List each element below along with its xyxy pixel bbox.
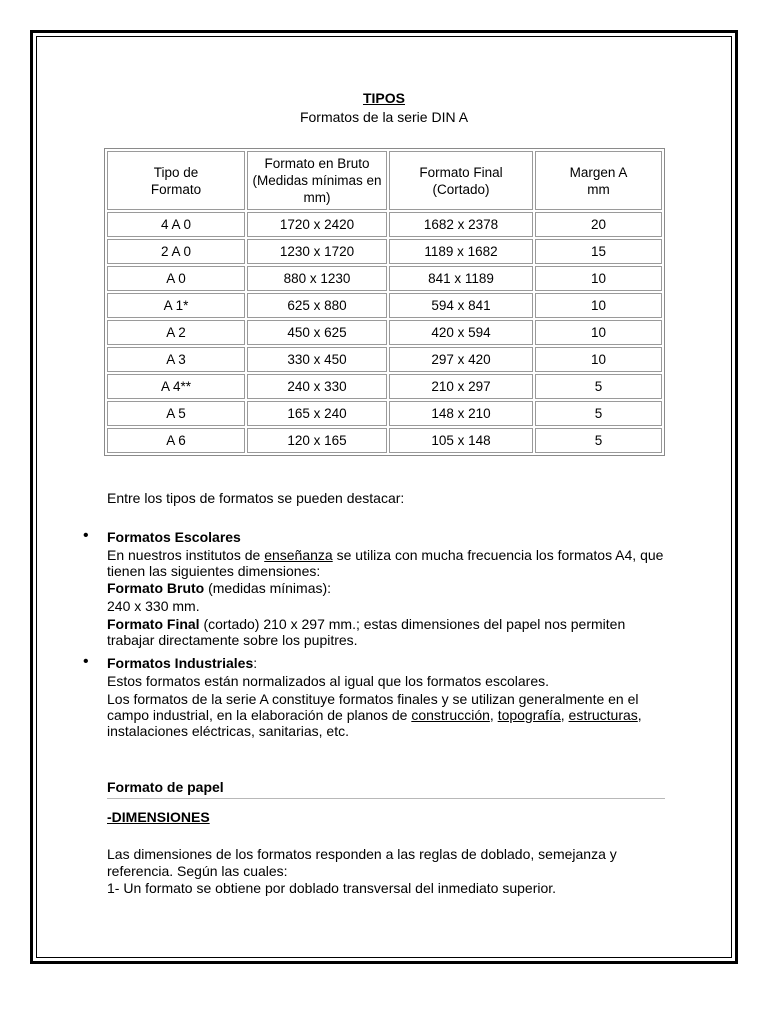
- table-cell: 10: [535, 347, 662, 372]
- intro-text: Entre los tipos de formatos se pueden destacar:: [107, 490, 405, 506]
- table-cell: 1189 x 1682: [389, 239, 533, 264]
- table-cell: 210 x 297: [389, 374, 533, 399]
- label-formato-bruto: Formato Bruto: [107, 580, 205, 596]
- link-construccion[interactable]: construcción: [411, 707, 490, 723]
- body-text: se utiliza con mucha frecuencia los formatos A4, que: [332, 547, 664, 563]
- body-text: referencia. Según las cuales:: [107, 863, 288, 879]
- body-text: Los formatos de la serie A constituye formatos finales y se utilizan generalmente en el: [107, 691, 639, 707]
- rules-text: [107, 846, 667, 897]
- divider: [107, 798, 665, 799]
- header-text: (Medidas mínimas en: [252, 173, 382, 188]
- bullet-icon: •: [83, 653, 89, 670]
- table-cell: 5: [535, 428, 662, 453]
- table-cell: A 0: [107, 266, 245, 291]
- header-margen: [535, 151, 662, 210]
- table-cell: 1720 x 2420: [247, 212, 387, 237]
- section-industriales: [107, 655, 667, 739]
- header-tipo-formato: [107, 151, 245, 210]
- table-row: [107, 293, 662, 318]
- table-cell: 20: [535, 212, 662, 237]
- table-row: [107, 347, 662, 372]
- table-header-row: [107, 151, 662, 210]
- table-cell: 1682 x 2378: [389, 212, 533, 237]
- section-heading: Formatos Industriales: [107, 655, 254, 671]
- header-formato-bruto: [247, 151, 387, 210]
- body-text: (medidas mínimas):: [204, 580, 332, 596]
- link-topografia[interactable]: topografía: [497, 707, 561, 723]
- table-cell: 10: [535, 293, 662, 318]
- header-text: Formato Final: [419, 164, 503, 180]
- table-cell: 15: [535, 239, 662, 264]
- table-row: [107, 320, 662, 345]
- header-text: Formato: [150, 181, 202, 197]
- section-escolares: [107, 529, 667, 648]
- table-cell: 2 A 0: [107, 239, 245, 264]
- table-cell: 105 x 148: [389, 428, 533, 453]
- header-text: mm): [303, 190, 331, 205]
- header-text: (Cortado): [432, 181, 490, 197]
- table-cell: 1230 x 1720: [247, 239, 387, 264]
- table-cell: 330 x 450: [247, 347, 387, 372]
- table-row: [107, 266, 662, 291]
- table-cell: 450 x 625: [247, 320, 387, 345]
- table-cell: A 3: [107, 347, 245, 372]
- body-text: ,: [560, 707, 569, 723]
- body-text: 240 x 330 mm.: [107, 598, 200, 614]
- section-heading: Formatos Escolares: [107, 529, 241, 545]
- link-ensenanza[interactable]: enseñanza: [264, 547, 333, 563]
- table-row: [107, 212, 662, 237]
- page-subtitle: Formatos de la serie DIN A: [299, 109, 469, 125]
- table-row: [107, 428, 662, 453]
- body-text: 1- Un formato se obtiene por doblado transversal del inmediato superior.: [107, 880, 557, 896]
- table-cell: A 1*: [107, 293, 245, 318]
- bullet-icon: •: [83, 527, 89, 544]
- header-formato-final: [389, 151, 533, 210]
- body-text: (cortado) 210 x 297 mm.; estas dimensiones del papel nos permiten: [199, 616, 626, 632]
- link-estructuras[interactable]: estructuras: [568, 707, 638, 723]
- table-cell: A 4**: [107, 374, 245, 399]
- body-text: instalaciones eléctricas, sanitarias, etc.: [107, 723, 349, 739]
- table-cell: 625 x 880: [247, 293, 387, 318]
- table-cell: 10: [535, 266, 662, 291]
- body-text: trabajar directamente sobre los pupitres.: [107, 632, 358, 648]
- header-text: Formato en Bruto: [264, 156, 370, 171]
- table-row: [107, 239, 662, 264]
- table-cell: 148 x 210: [389, 401, 533, 426]
- table-cell: 841 x 1189: [389, 266, 533, 291]
- page-title: TIPOS: [362, 90, 405, 106]
- table-cell: 5: [535, 374, 662, 399]
- body-text: Estos formatos están normalizados al igual que los formatos escolares.: [107, 673, 549, 689]
- body-text: ,: [637, 707, 642, 723]
- table-cell: 4 A 0: [107, 212, 245, 237]
- body-text: tienen las siguientes dimensiones:: [107, 563, 321, 579]
- section-heading-papel: Formato de papel: [107, 779, 224, 795]
- table-cell: 420 x 594: [389, 320, 533, 345]
- body-text: :: [253, 655, 258, 671]
- label-formato-final: Formato Final: [107, 616, 200, 632]
- table-cell: 5: [535, 401, 662, 426]
- table-cell: 10: [535, 320, 662, 345]
- table-row: [107, 374, 662, 399]
- table-row: [107, 401, 662, 426]
- table-cell: 165 x 240: [247, 401, 387, 426]
- table-cell: 594 x 841: [389, 293, 533, 318]
- body-text: ,: [489, 707, 498, 723]
- table-cell: 240 x 330: [247, 374, 387, 399]
- table-cell: 297 x 420: [389, 347, 533, 372]
- table-cell: A 6: [107, 428, 245, 453]
- table-cell: A 5: [107, 401, 245, 426]
- header-text: mm: [587, 181, 610, 197]
- header-text: Margen A: [569, 164, 628, 180]
- table-cell: 880 x 1230: [247, 266, 387, 291]
- table-cell: 120 x 165: [247, 428, 387, 453]
- body-text: campo industrial, en la elaboración de planos de: [107, 707, 412, 723]
- header-text: Tipo de: [153, 164, 199, 180]
- section-heading-dimensiones: -DIMENSIONES: [107, 809, 210, 825]
- body-text: En nuestros institutos de: [107, 547, 265, 563]
- table-cell: A 2: [107, 320, 245, 345]
- formats-table: [104, 148, 665, 456]
- body-text: Las dimensiones de los formatos responden a las reglas de doblado, semejanza y: [107, 846, 617, 862]
